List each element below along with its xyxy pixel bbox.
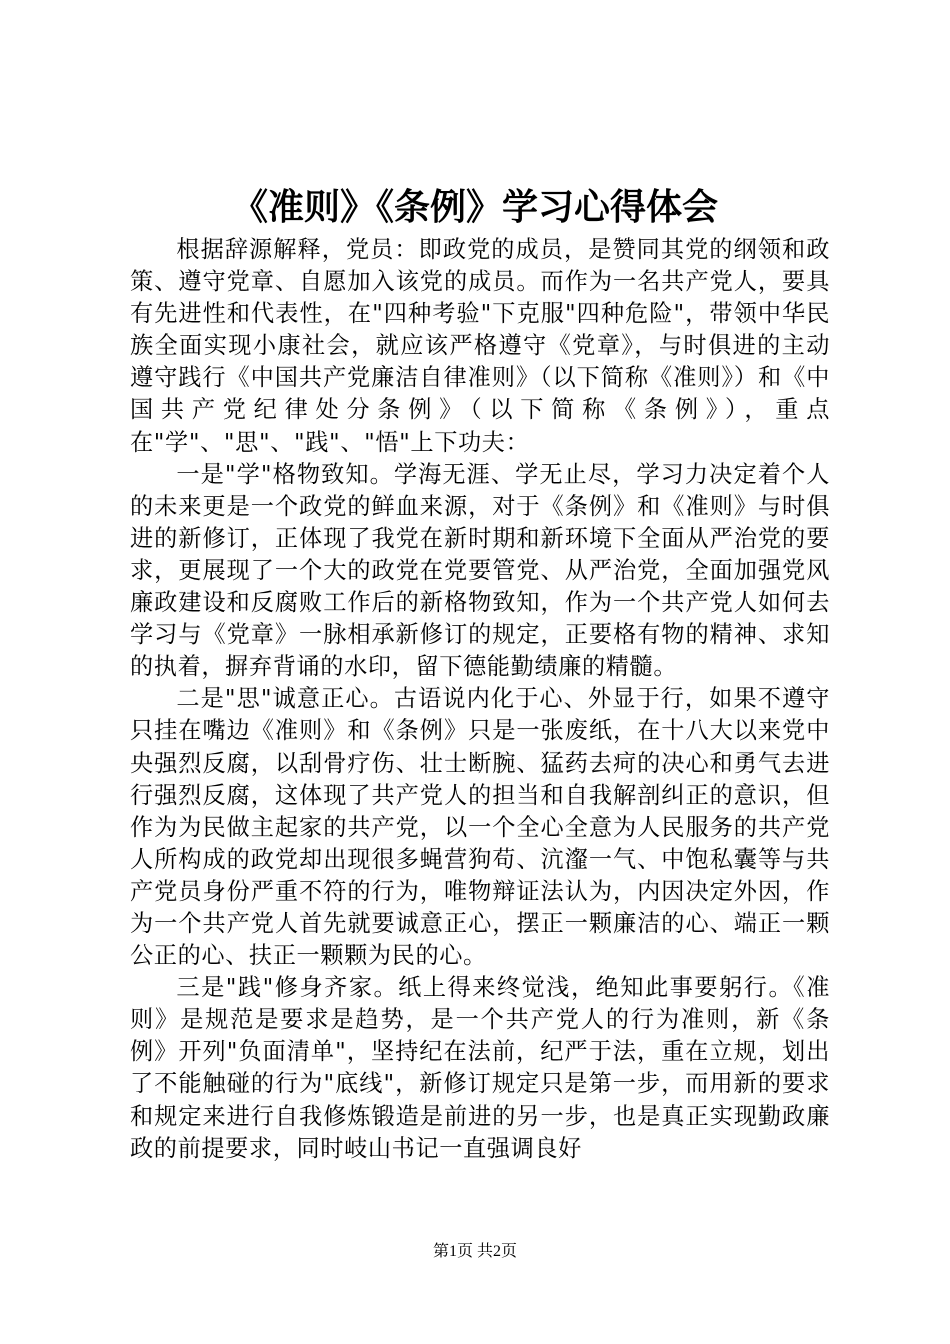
page-number-footer: 第1页 共2页 — [432, 1243, 517, 1260]
paragraph-intro: 根据辞源解释，党员：即政党的成员，是赞同其党的纲领和政策、遵守党章、自愿加入该党的成员。而作为一名共产党人，要具有先进性和代表性，在"四种考验"下克服"四种危险"，带领中华民族全面实现小康社会，就应该严格遵守《党章》，与时俱进的主动遵守践行《中国共产党廉洁自律准则》（以下简称《准则》）和《中国共产党纪律处分条例》（以下简称《条例》），重点在"学"、"思"、"践"、"悟"上下功夫： — [130, 236, 830, 456]
document-title: 《准则》《条例》学习心得体会 — [231, 187, 718, 228]
paragraph-study: 一是"学"格物致知。学海无涯、学无止尽，学习力决定着个人的未来更是一个政党的鲜血来源，对于《条例》和《准则》与时俱进的新修订，正体现了我党在新时期和新环境下全面从严治党的要求，更展现了一个大的政党在党要管党、从严治党，全面加强党风廉政建设和反腐败工作后的新格物致知，作为一个共产党人如何去学习与《党章》一脉相承新修订的规定，正要格有物的精神、求知的执着，摒弃背诵的水印，留下德能勤绩廉的精髓。 — [130, 460, 830, 681]
paragraph-practice: 三是"践"修身齐家。纸上得来终觉浅，绝知此事要躬行。《准则》是规范是要求是趋势，是一个共产党人的行为准则，新《条例》开列"负面清单"，坚持纪在法前，纪严于法，重在立规，划出了不能触碰的行为"底线"，新修订规定只是第一步，而用新的要求和规定来进行自我修炼锻造是前进的另一步，也是真正实现勤政廉政的前提要求，同时岐山书记一直强调良好 — [130, 974, 830, 1162]
paragraph-reflect: 二是"思"诚意正心。古语说内化于心、外显于行，如果不遵守只挂在嘴边《准则》和《条例》只是一张废纸，在十八大以来党中央强烈反腐，以刮骨疗伤、壮士断腕、猛药去疴的决心和勇气去进行强烈反腐，这体现了共产党人的担当和自我解剖纠正的意识，但作为为民做主起家的共产党，以一个全心全意为人民服务的共产党人所构成的政党却出现很多蝇营狗苟、沆瀣一气、中饱私囊等与共产党员身份严重不符的行为，唯物辩证法认为，内因决定外因，作为一个共产党人首先就要诚意正心，摆正一颗廉洁的心、端正一颗公正的心、扶正一颗颗为民的心。 — [130, 685, 830, 970]
document-body — [130, 234, 830, 1165]
